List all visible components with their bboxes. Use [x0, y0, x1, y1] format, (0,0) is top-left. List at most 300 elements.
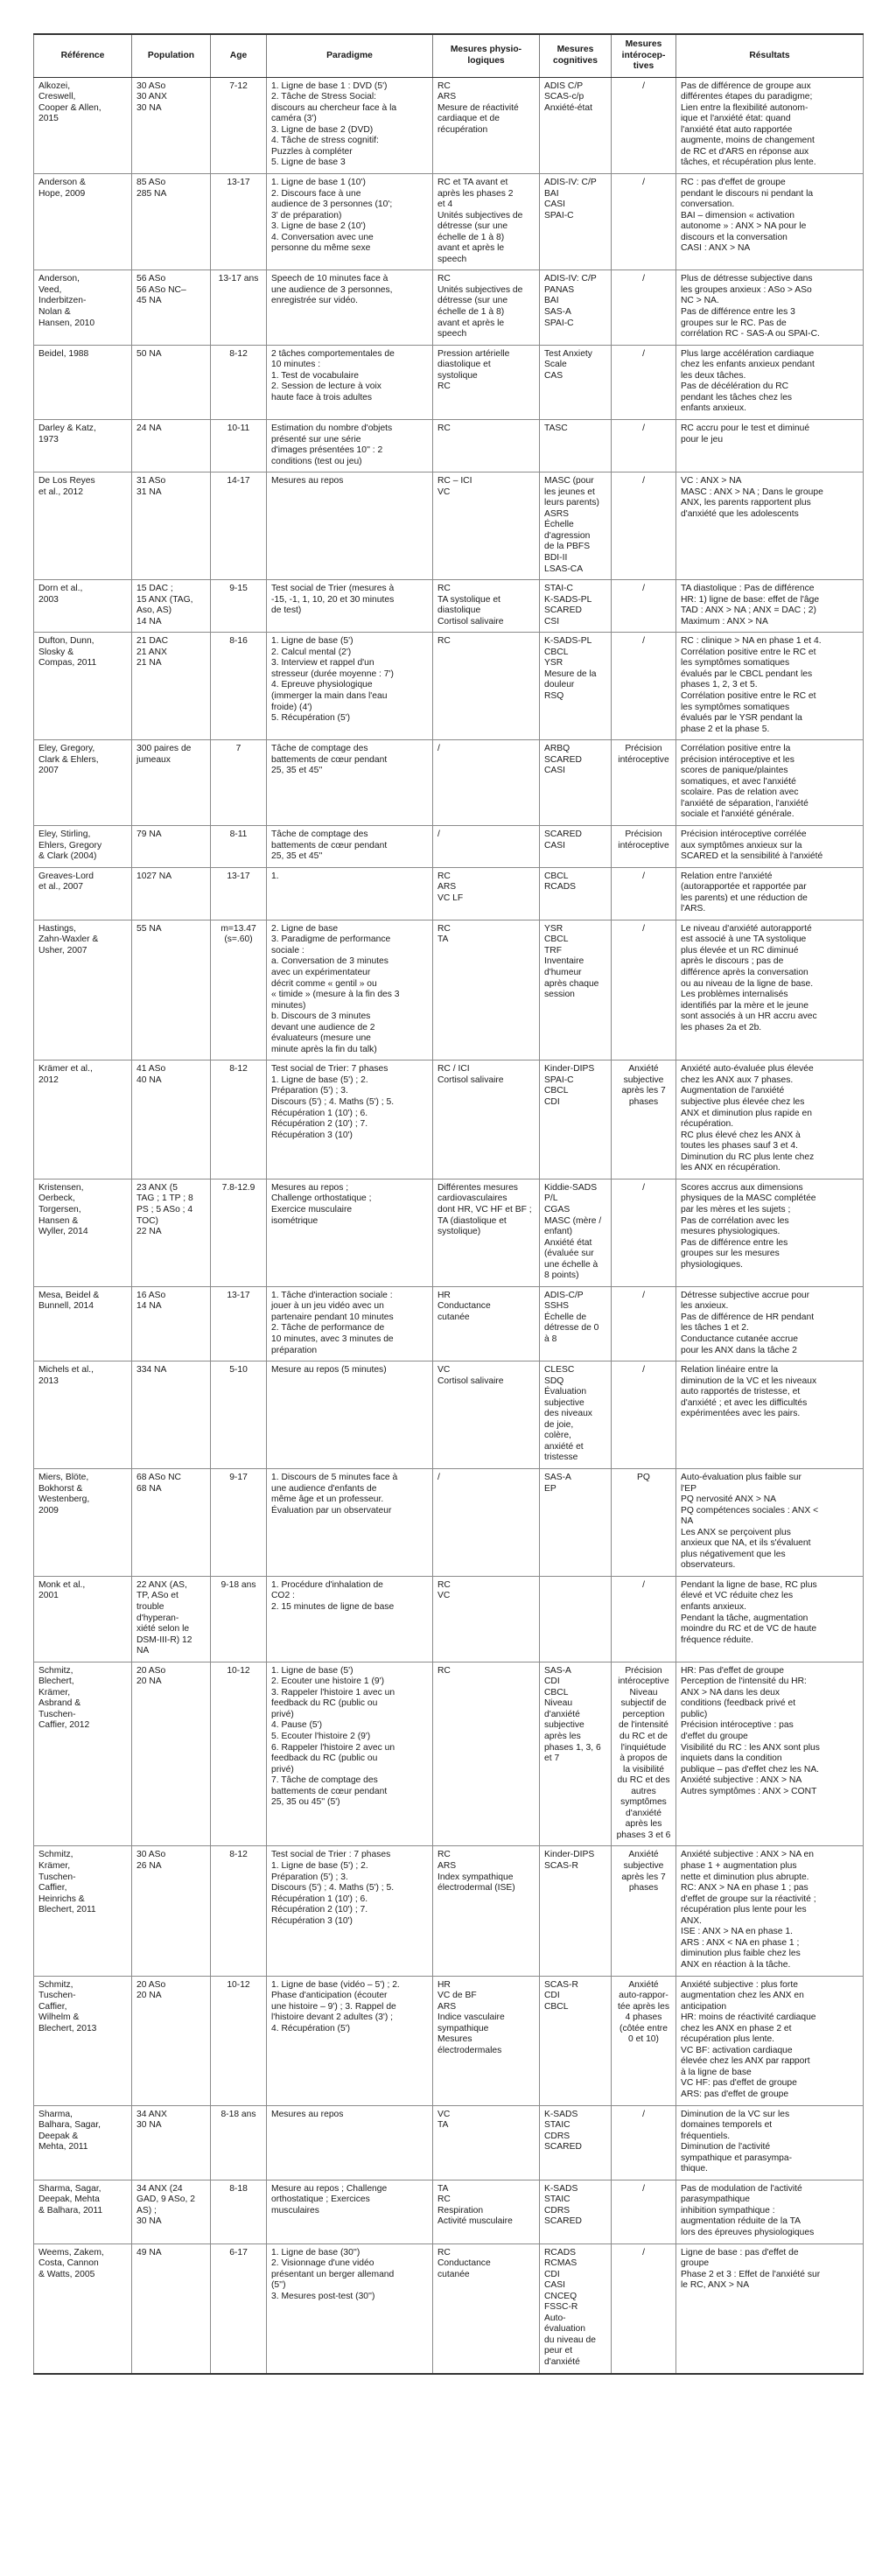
cell-paradigm-line: Récupération 3 (10') — [271, 1915, 353, 1926]
cell-age-line: 14-17 — [227, 476, 250, 486]
cell-age — [211, 1576, 267, 1662]
table-row — [34, 174, 864, 270]
cell-physiological-line: VC — [438, 1365, 451, 1376]
cell-paradigm-line: 2. Calcul mental (2') — [271, 647, 352, 657]
cell-physiological — [433, 633, 540, 740]
cell-interoceptive-line: / — [642, 2109, 645, 2119]
cell-results-line: les symptômes somatiques — [681, 658, 790, 668]
cell-population-line: 56 ASo — [136, 274, 166, 284]
cell-paradigm-line: 2. Tâche de Stress Social: — [271, 92, 377, 102]
cell-interoceptive — [612, 472, 676, 580]
cell-population-line: 85 ASo — [136, 178, 166, 188]
cell-reference-line: Dufton, Dunn, — [38, 636, 94, 647]
cell-paradigm-line: partenaire pendant 10 minutes — [271, 1312, 394, 1322]
cell-reference-line: 2001 — [38, 1591, 59, 1601]
cell-population — [132, 345, 211, 419]
cell-interoceptive-line: / — [642, 1365, 645, 1376]
cell-results-line: plus élevée et un RC diminué — [681, 945, 799, 956]
cell-results-line: TA diastolique : Pas de différence — [681, 584, 815, 594]
cell-paradigm-line: Tâche de comptage des — [271, 744, 368, 754]
cell-cognitive-line: d'agression — [544, 530, 591, 541]
cell-results-line: augmentation chez les ANX en — [681, 1991, 804, 2001]
cell-paradigm-line: isométrique — [271, 1215, 318, 1226]
cell-paradigm — [267, 1060, 433, 1179]
cell-interoceptive-line: / — [642, 584, 645, 594]
cell-paradigm — [267, 2180, 433, 2244]
cell-reference-line: 2015 — [38, 114, 59, 124]
cell-results-line: parasympathique — [681, 2194, 750, 2205]
cell-cognitive — [540, 419, 612, 472]
cell-physiological-line: Différentes mesures — [438, 1182, 518, 1193]
cell-age-line: 10-12 — [227, 1665, 250, 1676]
cell-cognitive-line: SCAS-R — [544, 1979, 578, 1990]
cell-results-line: conversation. — [681, 200, 735, 210]
cell-paradigm-line: 25, 35 et 45'' — [271, 851, 323, 862]
cell-cognitive-line: CNCEQ — [544, 2291, 578, 2301]
cell-paradigm-line: Récupération 1 (10') ; 6. — [271, 1108, 368, 1118]
cell-results-line: ARS : ANX < NA en phase 1 ; — [681, 1937, 800, 1948]
cell-interoceptive-line: phases 3 et 6 — [616, 1830, 671, 1840]
cell-physiological-line: Cortisol salivaire — [438, 616, 504, 626]
cell-paradigm-line: 4. Tâche de stress cognitif: — [271, 136, 379, 146]
cell-paradigm-line: 1. Procédure d'inhalation de — [271, 1579, 383, 1590]
cell-population — [132, 2244, 211, 2374]
cell-cognitive-line: ADIS-C/P — [544, 1290, 584, 1300]
cell-results-line: tâches, et récupération plus lente. — [681, 158, 816, 168]
cell-reference-line: Krämer et al., — [38, 1064, 93, 1074]
header-interoceptive-measures: Mesures intérocep-tives — [612, 34, 676, 77]
table-row — [34, 419, 864, 472]
cell-cognitive-line: CDI — [544, 1097, 560, 1108]
cell-paradigm-line: Mesure au repos (5 minutes) — [271, 1365, 387, 1376]
cell-paradigm — [267, 1662, 433, 1846]
cell-physiological-line: ARS — [438, 882, 457, 892]
cell-paradigm-line: Estimation du nombre d'objets — [271, 423, 393, 433]
cell-paradigm-line: 6. Rappeler l'histoire 2 avec un — [271, 1742, 396, 1753]
cell-paradigm-line: 10 minutes : — [271, 360, 321, 370]
cell-results-line: conditions (feedback privé et — [681, 1698, 796, 1709]
cell-cognitive-line: YSR — [544, 923, 564, 934]
cell-cognitive-line: STAIC — [544, 2120, 570, 2131]
cell-cognitive-line: des niveaux — [544, 1409, 592, 1419]
cell-reference — [34, 174, 132, 270]
cell-reference-line: Schmitz, — [38, 1979, 74, 1990]
cell-results-line: discours et la conversation — [681, 232, 788, 242]
cell-cognitive-line: PANAS — [544, 284, 575, 295]
cell-cognitive-line: et 7 — [544, 1754, 560, 1764]
table-row — [34, 1976, 864, 2105]
cell-paradigm-line: -15, -1, 1, 10, 20 et 30 minutes — [271, 594, 395, 605]
cell-paradigm-line: 2 tâches comportementales de — [271, 348, 395, 359]
cell-interoceptive-line: phases — [628, 1883, 659, 1894]
cell-reference-line: Zahn-Waxler & — [38, 934, 99, 945]
cell-age — [211, 1976, 267, 2105]
cell-physiological-line: systolique) — [438, 1227, 481, 1237]
cell-results-line: RC: ANX > NA en phase 1 ; pas — [681, 1883, 808, 1894]
cell-results-line: chez les ANX en phase 2 et — [681, 2023, 792, 2034]
cell-paradigm-line: 2. 15 minutes de ligne de base — [271, 1602, 395, 1612]
cell-interoceptive-line: du RC et des — [617, 1775, 670, 1786]
cell-paradigm-line: audience de 3 personnes (10'; — [271, 200, 393, 210]
cell-paradigm — [267, 77, 433, 173]
cell-cognitive — [540, 472, 612, 580]
cell-reference-line: Monk et al., — [38, 1579, 86, 1590]
cell-results-line: Phase 2 et 3 : Effet de l'anxiété sur — [681, 2269, 821, 2279]
cell-cognitive-line: CBCL — [544, 1687, 569, 1698]
cell-interoceptive-line: symptômes — [620, 1797, 667, 1808]
cell-physiological-line: diastolique et — [438, 360, 491, 370]
cell-reference-line: Tuschen- — [38, 1872, 76, 1882]
cell-physiological-line: ARS — [438, 92, 457, 102]
cell-physiological-line: RC et TA avant et — [438, 178, 508, 188]
cell-interoceptive-line: / — [642, 923, 645, 934]
cell-reference-line: Blechert, 2013 — [38, 2023, 97, 2034]
cell-results-line: augmente, moins de changement — [681, 136, 815, 146]
cell-age-line: 5-10 — [229, 1365, 248, 1376]
cell-paradigm-line: devant une audience de 2 — [271, 1022, 375, 1032]
cell-population-line: 31 ASo — [136, 476, 166, 486]
cell-results — [676, 740, 864, 826]
cell-physiological-line: TA — [438, 2183, 449, 2194]
cell-results-line: ique et l'anxiété état: quand — [681, 114, 791, 124]
cell-results-line: aux symptômes anxieux sur la — [681, 840, 802, 850]
cell-cognitive — [540, 1468, 612, 1576]
cell-age-line: 8-12 — [229, 1064, 248, 1074]
cell-reference-line: Deepak, Mehta — [38, 2194, 100, 2205]
table-row — [34, 270, 864, 345]
cell-physiological-line: TA (diastolique et — [438, 1215, 507, 1226]
cell-cognitive-line: SSHS — [544, 1301, 570, 1312]
cell-interoceptive-line: intéroceptive — [618, 840, 669, 850]
cell-cognitive-line: Auto- — [544, 2313, 566, 2323]
cell-paradigm-line: 25, 35 et 45'' — [271, 766, 323, 776]
cell-age-line: 13-17 — [227, 1290, 250, 1300]
cell-interoceptive-line: à propos de — [620, 1754, 668, 1764]
cell-population — [132, 580, 211, 633]
cell-cognitive-line: d'humeur — [544, 968, 582, 978]
cell-interoceptive-line: / — [642, 178, 645, 188]
cell-physiological-line: VC — [438, 1591, 451, 1601]
cell-physiological-line: / — [438, 830, 440, 839]
cell-results-line: par les mères et les sujets ; — [681, 1204, 791, 1214]
cell-cognitive-line: leurs parents) — [544, 498, 599, 508]
cell-interoceptive — [612, 1179, 676, 1286]
cell-interoceptive-line: après les 7 — [621, 1872, 666, 1882]
cell-results-line: SCARED et la sensibilité à l'anxiété — [681, 851, 823, 862]
cell-interoceptive — [612, 1362, 676, 1469]
cell-results-line: Pas de différence de HR pendant — [681, 1312, 815, 1322]
cell-results-line: ANX, les parents rapportent plus — [681, 498, 811, 508]
cell-results-line: ou au niveau de la ligne de base. — [681, 978, 814, 989]
cell-physiological-line: HR — [438, 1979, 451, 1990]
cell-cognitive-line: SCARED — [544, 606, 582, 616]
cell-physiological-line: RC — [438, 871, 451, 881]
cell-cognitive-line: Inventaire — [544, 956, 584, 967]
cell-results-line: Corrélation positive entre le RC et — [681, 690, 816, 701]
cell-paradigm-line: 3. Interview et rappel d'un — [271, 658, 374, 668]
cell-physiological — [433, 2244, 540, 2374]
cell-physiological — [433, 867, 540, 920]
cell-results — [676, 1286, 864, 1361]
cell-cognitive — [540, 867, 612, 920]
cell-results-line: publique – pas d'effet chez les NA. — [681, 1764, 820, 1774]
cell-physiological-line: Unités subjectives de — [438, 210, 523, 220]
cell-results-line: Les ANX se perçoivent plus — [681, 1527, 791, 1537]
cell-results-line: anxieux que NA, et ils s'évaluent — [681, 1538, 811, 1549]
cell-physiological-line: RC — [438, 382, 451, 392]
cell-cognitive-line: peur et — [544, 2346, 573, 2356]
cell-physiological-line: speech — [438, 254, 467, 264]
cell-cognitive-line: SDQ — [544, 1376, 564, 1386]
cell-cognitive-line: douleur — [544, 680, 575, 690]
cell-interoceptive-line: / — [642, 423, 645, 433]
cell-paradigm — [267, 1179, 433, 1286]
cell-interoceptive — [612, 1846, 676, 1976]
cell-age-line: 8-12 — [229, 1850, 248, 1860]
cell-results-line: l'anxiété de séparation, l'anxiété — [681, 798, 808, 808]
cell-reference-line: Schmitz, — [38, 1850, 74, 1860]
cell-physiological-line: RC — [438, 1665, 451, 1676]
cell-population-line: 55 NA — [136, 923, 162, 934]
cell-results-line: sont associés à un HR accru avec — [681, 1012, 817, 1022]
cell-cognitive-line: CASI — [544, 766, 566, 776]
cell-results-line: d'anxiété ; et avec les difficultés — [681, 1397, 808, 1408]
cell-cognitive-line: évaluation — [544, 2324, 585, 2334]
header-population: Population — [132, 34, 211, 77]
cell-paradigm-line: d'images présentées 10'' : 2 — [271, 445, 383, 456]
cell-results-line: inhibition sympathique : — [681, 2205, 775, 2216]
cell-population — [132, 1468, 211, 1576]
cell-physiological — [433, 740, 540, 826]
cell-reference-line: 2007 — [38, 766, 59, 776]
cell-results-line: PQ nervosité ANX > NA — [681, 1494, 777, 1505]
cell-population-line: 30 NA — [136, 2120, 162, 2131]
cell-physiological — [433, 1286, 540, 1361]
cell-population-line: 31 NA — [136, 486, 162, 497]
cell-physiological-line: / — [438, 1472, 440, 1482]
cell-cognitive-line: RCMAS — [544, 2258, 578, 2269]
cell-cognitive-line: CBCL — [544, 647, 569, 657]
cell-reference-line: Usher, 2007 — [38, 945, 88, 956]
cell-physiological-line: cardiaque et de — [438, 114, 500, 124]
cell-age — [211, 1286, 267, 1361]
cell-paradigm — [267, 740, 433, 826]
cell-reference-line: Weems, Zakem, — [38, 2247, 104, 2258]
cell-reference — [34, 1286, 132, 1361]
cell-cognitive-line: du niveau de — [544, 2334, 596, 2345]
cell-paradigm-line: Speech de 10 minutes face à — [271, 274, 388, 284]
cell-results-line: Autres symptômes : ANX > CONT — [681, 1786, 817, 1796]
cell-paradigm-line: (immerger la main dans l'eau — [271, 690, 388, 701]
cell-results — [676, 1468, 864, 1576]
cell-reference-line: Caffier, — [38, 1883, 67, 1894]
cell-results-line: récupération plus lente pour les — [681, 1905, 807, 1915]
cell-paradigm — [267, 920, 433, 1060]
cell-population-line: GAD, 9 ASo, 2 — [136, 2194, 195, 2205]
cell-paradigm-line: 7. Tâche de comptage des — [271, 1775, 378, 1786]
cell-paradigm — [267, 1976, 433, 2105]
cell-results-line: PQ compétences sociales : ANX < — [681, 1505, 819, 1516]
cell-results — [676, 2244, 864, 2374]
cell-cognitive-line: anxiété et — [544, 1441, 584, 1452]
cell-results-line: RC accru pour le test et diminué — [681, 423, 810, 433]
cell-age — [211, 2105, 267, 2180]
cell-cognitive-line: CBCL — [544, 1086, 569, 1096]
cell-results-line: ANX. — [681, 1915, 703, 1926]
cell-reference-line: Anderson, — [38, 274, 80, 284]
cell-age — [211, 1468, 267, 1576]
cell-paradigm-line: préparation — [271, 1345, 318, 1355]
cell-results-line: Pas de corrélation avec les — [681, 1215, 789, 1226]
cell-physiological — [433, 1846, 540, 1976]
cell-cognitive-line: SPAI-C — [544, 1074, 574, 1085]
cell-results-line: ANX > NA dans les deux — [681, 1687, 780, 1698]
cell-interoceptive-line: / — [642, 80, 645, 91]
header-paradigm: Paradigme — [267, 34, 433, 77]
cell-cognitive-line: de la PBFS — [544, 542, 591, 552]
cell-reference-line: 1973 — [38, 434, 59, 444]
cell-age — [211, 1362, 267, 1469]
cell-physiological-line: Respiration — [438, 2205, 484, 2216]
cell-physiological-line: détresse (sur une — [438, 221, 508, 232]
cell-paradigm-line: Discours (5') ; 4. Maths (5') ; 5. — [271, 1097, 395, 1108]
cell-cognitive-line: SPAI-C — [544, 318, 574, 328]
cell-reference-line: Tuschen- — [38, 1991, 76, 2001]
cell-results — [676, 1060, 864, 1179]
cell-results-line: CASI : ANX > NA — [681, 243, 751, 254]
cell-results-line: est associé à une TA systolique — [681, 934, 807, 945]
cell-cognitive-line: CBCL — [544, 871, 569, 881]
cell-population — [132, 633, 211, 740]
cell-results-line: différentes étapes du paradigme; — [681, 92, 813, 102]
table-row — [34, 826, 864, 868]
cell-results — [676, 1662, 864, 1846]
cell-cognitive-line: d'anxiété — [544, 2357, 580, 2367]
cell-results-line: sociale et l'anxiété générale. — [681, 809, 794, 820]
cell-population — [132, 1846, 211, 1976]
cell-population-line: PS ; 5 ASo ; 4 — [136, 1204, 193, 1214]
cell-cognitive-line: SCARED — [544, 754, 582, 765]
cell-paradigm-line: 1. Ligne de base (5') — [271, 1665, 354, 1676]
cell-results-line: Les problèmes internalisés — [681, 990, 788, 1000]
cell-interoceptive-line: la visibilité — [623, 1764, 664, 1774]
cell-reference-line: Hansen, 2010 — [38, 318, 95, 328]
table-row — [34, 2180, 864, 2244]
cell-physiological-line: RC — [438, 80, 451, 91]
cell-paradigm-line: battements de cœur pendant — [271, 1786, 388, 1796]
cell-interoceptive — [612, 174, 676, 270]
cell-population — [132, 419, 211, 472]
cell-physiological — [433, 1976, 540, 2105]
cell-physiological — [433, 472, 540, 580]
cell-reference-line: Michels et al., — [38, 1365, 94, 1376]
cell-paradigm-line: 3. Paradigme de performance — [271, 934, 391, 945]
cell-interoceptive-line: 4 phases — [625, 2012, 662, 2023]
cell-age-line: 8-18 — [229, 2183, 248, 2194]
cell-paradigm-line: minutes) — [271, 1000, 306, 1011]
header-results: Résultats — [676, 34, 864, 77]
cell-cognitive-line: MASC (mère / — [544, 1215, 602, 1226]
cell-paradigm-line: Mesures au repos ; — [271, 1182, 349, 1193]
cell-results — [676, 77, 864, 173]
cell-results-line: pour les ANX dans la tâche 2 — [681, 1345, 797, 1355]
cell-cognitive-line: ASRS — [544, 508, 570, 519]
cell-cognitive-line: SCAS-c/p — [544, 92, 584, 102]
cell-cognitive-line: CASI — [544, 2280, 566, 2291]
cell-results-line: Corrélation positive entre la — [681, 744, 791, 754]
cell-cognitive — [540, 77, 612, 173]
cell-paradigm-line: b. Discours de 3 minutes — [271, 1012, 371, 1022]
cell-population — [132, 77, 211, 173]
cell-reference-line: & Balhara, 2011 — [38, 2205, 103, 2216]
cell-paradigm-line: 25, 35 ou 45'' (5') — [271, 1797, 340, 1808]
cell-age-line: 6-17 — [229, 2247, 248, 2258]
cell-results-line: enfants anxieux. — [681, 403, 746, 414]
cell-age-line: 9-18 ans — [220, 1579, 256, 1590]
cell-results-line: à la ligne de base — [681, 2067, 752, 2077]
cell-results-line: phase 1 + augmentation plus — [681, 1861, 797, 1872]
cell-cognitive-line: ADIS C/P — [544, 80, 584, 91]
cell-age-line: 7-12 — [229, 80, 248, 91]
cell-results-line: domaines temporels et — [681, 2120, 773, 2131]
cell-results-line: HR: moins de réactivité cardiaque — [681, 2012, 816, 2023]
cell-physiological-line: et 4 — [438, 200, 453, 210]
cell-results — [676, 174, 864, 270]
cell-results-line: Pas de différence de groupe aux — [681, 80, 811, 91]
cell-cognitive-line: CAS — [544, 370, 564, 381]
cell-cognitive — [540, 345, 612, 419]
cell-paradigm-line: 2. Discours face à une — [271, 188, 361, 199]
cell-reference-line: Caffier, 2012 — [38, 1720, 90, 1731]
cell-cognitive-line: session — [544, 990, 575, 1000]
cell-cognitive-line: CDRS — [544, 2131, 570, 2141]
cell-population-line: 21 DAC — [136, 636, 169, 647]
cell-interoceptive-line: / — [642, 1182, 645, 1193]
cell-results-line: MASC : ANX > NA ; Dans le groupe — [681, 486, 823, 497]
cell-results-line: ISE : ANX > NA en phase 1. — [681, 1927, 793, 1937]
cell-results-line: récupération plus lente. — [681, 2034, 775, 2045]
cell-paradigm-line: privé) — [271, 1709, 294, 1719]
cell-cognitive-line: YSR — [544, 658, 564, 668]
cell-population-line: TOC) — [136, 1215, 158, 1226]
cell-physiological-line: TA systolique et — [438, 594, 500, 605]
cell-results-line: Visibilité du RC : les ANX sont plus — [681, 1742, 820, 1753]
cell-interoceptive-line: auto-rappor- — [619, 1991, 668, 2001]
cell-interoceptive — [612, 1576, 676, 1662]
cell-reference-line: 2009 — [38, 1505, 59, 1516]
cell-results-line: HR: Pas d'effet de groupe — [681, 1665, 784, 1676]
cell-interoceptive-line: intéroceptive — [618, 754, 669, 765]
cell-physiological-line: VC — [438, 2109, 451, 2119]
cell-results — [676, 419, 864, 472]
cell-results-line: BAI – dimension « activation — [681, 210, 794, 220]
cell-cognitive-line: RCADS — [544, 2247, 577, 2258]
cell-age — [211, 345, 267, 419]
cell-population-line: jumeaux — [136, 754, 171, 765]
cell-reference — [34, 580, 132, 633]
table-row — [34, 77, 864, 173]
cell-interoceptive — [612, 867, 676, 920]
cell-interoceptive-line: 0 et 10) — [628, 2034, 659, 2045]
cell-population-line: 41 ASo — [136, 1064, 166, 1074]
cell-results-line: scolaire. Pas de relation avec — [681, 788, 799, 798]
cell-age — [211, 174, 267, 270]
cell-results-line: précision intéroceptive et les — [681, 754, 794, 765]
cell-paradigm-line: 1. Tâche d'interaction sociale : — [271, 1290, 393, 1300]
cell-age — [211, 1662, 267, 1846]
cell-physiological — [433, 174, 540, 270]
cell-cognitive-line: colère, — [544, 1431, 571, 1441]
